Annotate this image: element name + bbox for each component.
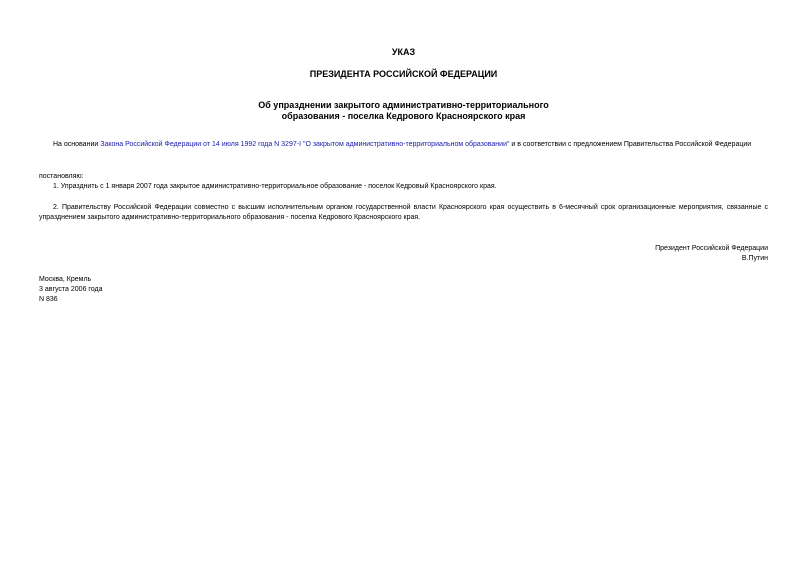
document-title	[0, 100, 807, 122]
place-date-block	[39, 275, 103, 305]
basis-suffix: и в соответствии с предложением Правительства Российской Федерации	[509, 141, 752, 148]
signatory-name: В.Путин	[741, 255, 768, 262]
title-line-1: Об упразднении закрытого административно-территориального	[258, 100, 549, 110]
signatory-position: Президент Российской Федерации	[655, 245, 768, 252]
signature-block	[655, 244, 768, 264]
basis-prefix: На основании	[53, 141, 101, 148]
decree-item-2: 2. Правительству Российской Федерации совместно с высшим исполнительным органом государственной власти Красноярского края осуществить в 6-месячный срок организационные мероприятия, связанные с упразднением закрытого административно-территориального образования - поселка Кедрового Красноярского края.	[39, 204, 768, 221]
issuer-heading: ПРЕЗИДЕНТА РОССИЙСКОЙ ФЕДЕРАЦИИ	[309, 69, 498, 79]
title-line-2: образования - поселка Кедрового Красноярского края	[281, 111, 526, 121]
document-type-heading: УКАЗ	[391, 47, 416, 57]
document-number: N 836	[39, 296, 58, 303]
signing-place: Москва, Кремль	[39, 276, 92, 283]
decree-item-1: 1. Упразднить с 1 января 2007 года закрытое административно-территориальное образование - поселок Кедровый Красноярского края.	[53, 183, 497, 190]
basis-paragraph	[39, 140, 768, 150]
signing-date: 3 августа 2006 года	[39, 286, 103, 293]
law-link[interactable]: Закона Российской Федерации от 14 июля 1992 года N 3297-I "О закрытом административно-территориальном образовании"	[100, 141, 510, 148]
decree-word: постановляю:	[39, 173, 84, 180]
